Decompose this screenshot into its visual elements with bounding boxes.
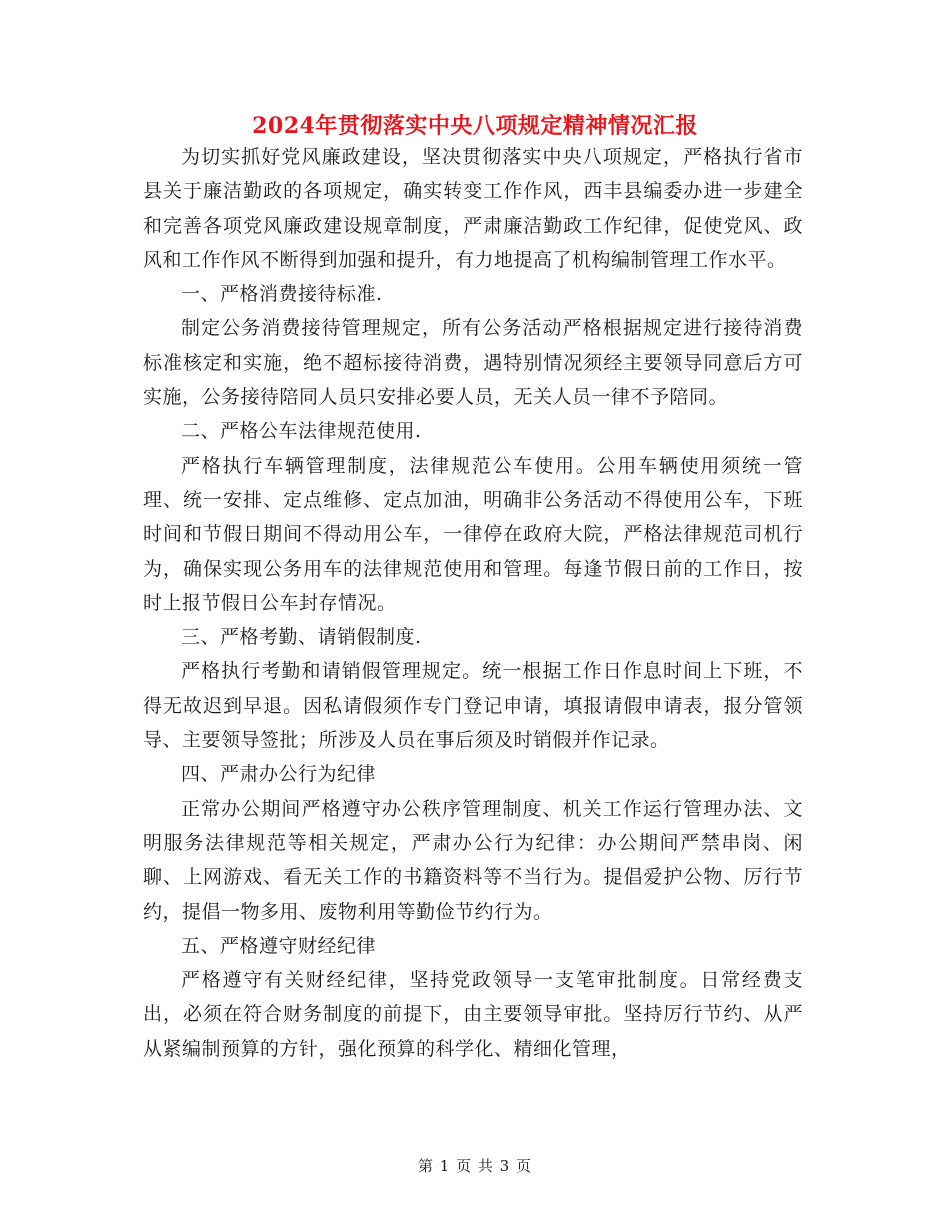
paragraph: 严格执行车辆管理制度，法律规范公车使用。公用车辆使用须统一管理、统一安排、定点维修、定点加油，明确非公务活动不得使用公车，下班时间和节假日期间不得动用公车，一律停在政府大院，严格法律规范司机行为，确保实现公务用车的法律规范使用和管理。每逢节假日前的工作日，按时上报节假日公车封存情况。	[143, 454, 803, 614]
document-title: 2024年贯彻落实中央八项规定精神情况汇报	[252, 113, 698, 139]
section-heading-2: 二、严格公车法律规范使用.	[181, 420, 422, 443]
paragraph: 制定公务消费接待管理规定，所有公务活动严格根据规定进行接待消费标准核定和实施，绝不超标接待消费，遇特别情况须经主要领导同意后方可实施，公务接待陪同人员只安排必要人员，无关人员一律不予陪同。	[143, 317, 803, 409]
paragraph-intro: 为切实抓好党风廉政建设，坚决贯彻落实中央八项规定，严格执行省市县关于廉洁勤政的各项规定，确实转变工作作风，西丰县编委办进一步建全和完善各项党风廉政建设规章制度，严肃廉洁勤政工作纪律，促使党风、政风和工作作风不断得到加强和提升，有力地提高了机构编制管理工作水平。	[143, 146, 803, 271]
paragraph: 严格遵守有关财经纪律，坚持党政领导一支笔审批制度。日常经费支出，必须在符合财务制度的前提下，由主要领导审批。坚持厉行节约、从严从紧编制预算的方针，强化预算的科学化、精细化管理，	[143, 969, 803, 1060]
section-heading-1: 一、严格消费接待标准.	[181, 283, 383, 306]
paragraph: 严格执行考勤和请销假管理规定。统一根据工作日作息时间上下班，不得无故迟到早退。因私请假须作专门登记申请，填报请假申请表，报分管领导、主要领导签批；所涉及人员在事后须及时销假并作记录。	[143, 660, 803, 752]
paragraph: 正常办公期间严格遵守办公秩序管理制度、机关工作运行管理办法、文明服务法律规范等相关规定，严肃办公行为纪律：办公期间严禁串岗、闲聊、上网游戏、看无关工作的书籍资料等不当行为。提倡爱护公物、厉行节约，提倡一物多用、废物利用等勤俭节约行为。	[143, 797, 803, 923]
section-heading-3: 三、严格考勤、请销假制度.	[181, 626, 422, 649]
section-heading-4: 四、严肃办公行为纪律	[181, 763, 377, 786]
section-heading-5: 五、严格遵守财经纪律	[181, 934, 377, 957]
page-number-footer: 第 1 页 共 3 页	[418, 1157, 532, 1175]
document-body	[143, 140, 803, 1066]
